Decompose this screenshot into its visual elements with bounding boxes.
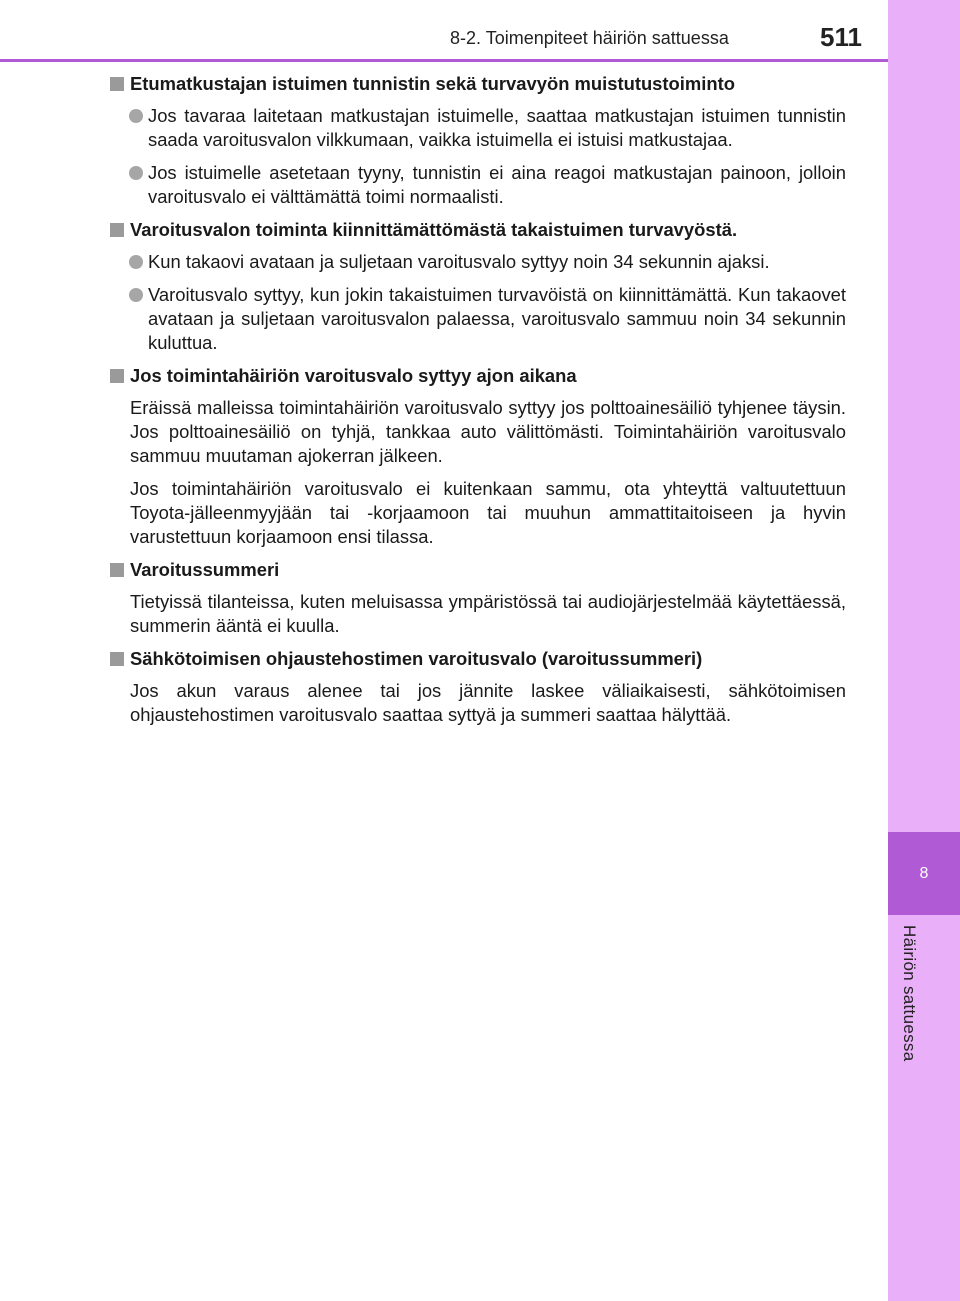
bullet-item [108, 250, 846, 274]
bullet-text: Kun takaovi avataan ja suljetaan varoitusvalo syttyy noin 34 sekunnin ajaksi. [148, 251, 770, 272]
bullet-text: Jos tavaraa laitetaan matkustajan istuimelle, saattaa matkustajan istuimen tunnistin saada varoitusvalon vilkkumaan, vaikka istuimella ei istuisi matkustajaa. [148, 105, 846, 150]
bullet-item [108, 283, 846, 355]
section-heading [108, 647, 846, 671]
header-divider [0, 59, 888, 62]
bullet-text: Jos istuimelle asetetaan tyyny, tunnistin ei aina reagoi matkustajan painoon, jolloin varoitusvalo ei välttämättä toimi normaalisti. [148, 162, 846, 207]
paragraph: Jos akun varaus alenee tai jos jännite laskee väliaikaisesti, sähkötoimisen ohjaustehostimen varoitusvalo saattaa syttyä ja summeri saattaa hälyttää. [130, 680, 846, 725]
square-bullet-icon [110, 652, 124, 666]
page-content [108, 72, 846, 736]
heading-text: Varoitusvalon toiminta kiinnittämättömästä takaistuimen turvavyöstä. [130, 219, 738, 240]
square-bullet-icon [110, 563, 124, 577]
heading-text: Etumatkustajan istuimen tunnistin sekä turvavyön muistutustoiminto [130, 73, 735, 94]
circle-bullet-icon [129, 288, 143, 302]
section-seat-sensor [108, 72, 846, 209]
section-malfunction-light [108, 364, 846, 549]
section-warning-buzzer [108, 558, 846, 638]
bullet-text: Varoitusvalo syttyy, kun jokin takaistuimen turvavöistä on kiinnittämättä. Kun takaovet avataan ja suljetaan varoitusvalon palaessa, varoitusvalo sammuu noin 34 sekunnin kuluttua. [148, 284, 846, 353]
paragraph: Tietyissä tilanteissa, kuten meluisassa ympäristössä tai audiojärjestelmää käytettäessä, summerin ääntä ei kuulla. [130, 591, 846, 636]
circle-bullet-icon [129, 166, 143, 180]
chapter-side-tab [888, 0, 960, 1301]
heading-text: Sähkötoimisen ohjaustehostimen varoitusvalo (varoitussummeri) [130, 648, 703, 669]
square-bullet-icon [110, 223, 124, 237]
chapter-title: Häiriön sattuessa [900, 925, 919, 1062]
page-number: 511 [820, 22, 862, 52]
circle-bullet-icon [129, 255, 143, 269]
section-heading [108, 364, 846, 388]
paragraph: Jos toimintahäiriön varoitusvalo ei kuitenkaan sammu, ota yhteyttä valtuutettuun Toyota-jälleenmyyjään tai -korjaamoon tai muuhun ammattitaitoiseen ja hyvin varustettuun korjaamoon ensi tilassa. [130, 478, 846, 547]
section-rear-seatbelt [108, 218, 846, 355]
section-title: 8-2. Toimenpiteet häiriön sattuessa [450, 28, 729, 48]
bullet-item [108, 161, 846, 209]
square-bullet-icon [110, 369, 124, 383]
heading-text: Jos toimintahäiriön varoitusvalo syttyy ajon aikana [130, 365, 577, 386]
section-power-steering [108, 647, 846, 727]
chapter-number-tab[interactable]: 8 [888, 832, 960, 915]
paragraph: Eräissä malleissa toimintahäiriön varoitusvalo syttyy jos polttoainesäiliö tyhjenee täysin. Jos polttoainesäiliö on tyhjä, tankkaa auto välittömästi. Toimintahäiriön varoitusvalo sammuu muutaman ajokerran jälkeen. [130, 397, 846, 466]
section-heading [108, 558, 846, 582]
bullet-item [108, 104, 846, 152]
circle-bullet-icon [129, 109, 143, 123]
square-bullet-icon [110, 77, 124, 91]
section-heading [108, 72, 846, 96]
section-heading [108, 218, 846, 242]
heading-text: Varoitussummeri [130, 559, 280, 580]
